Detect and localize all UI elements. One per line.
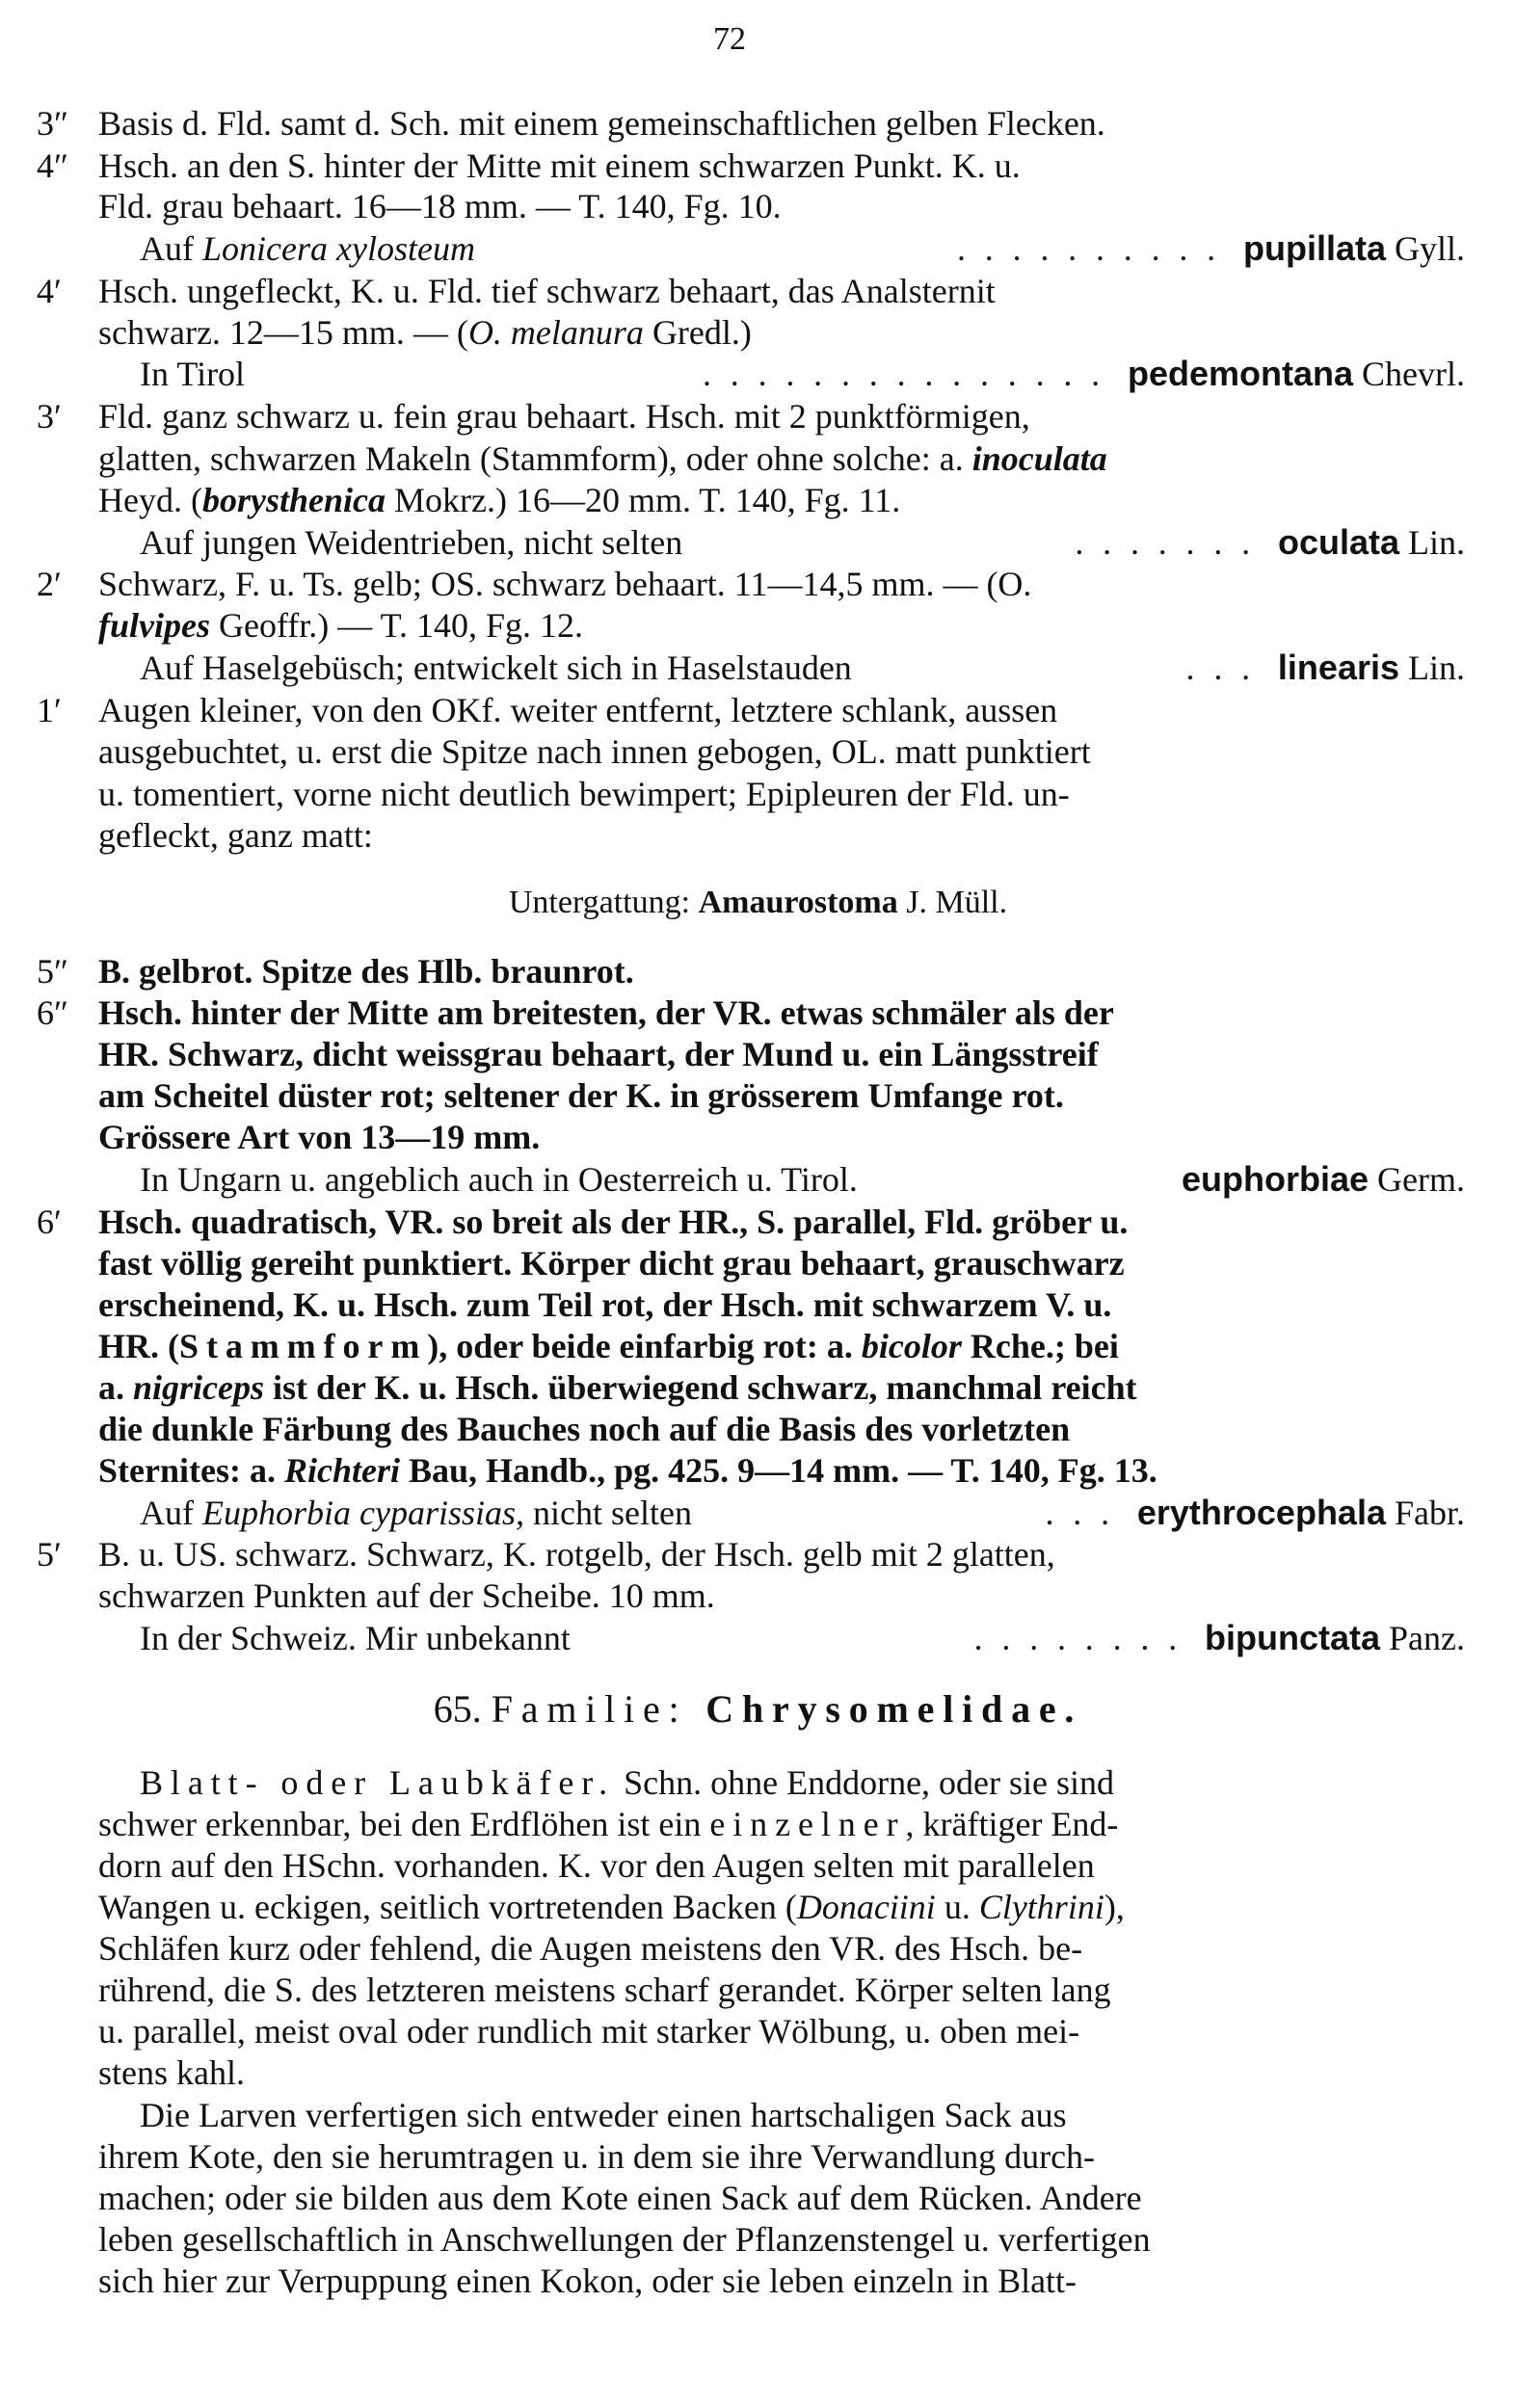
host-plant: Euphorbia cyparissias, xyxy=(202,1494,525,1532)
text-run: u. xyxy=(935,1888,979,1926)
species-name: oculata xyxy=(1277,522,1399,562)
subgenus-heading xyxy=(0,885,1516,921)
text-run: Schn. ohne Enddorne, oder sie sind xyxy=(615,1763,1115,1802)
species-name: euphorbiae xyxy=(1182,1159,1370,1199)
key-continuation xyxy=(98,606,583,645)
couplet-number: 6′ xyxy=(37,1203,62,1241)
key-continuation: u. tomentiert, vorne nicht deutlich bewimpert; Epipleuren der Fld. un- xyxy=(98,775,1070,813)
couplet-text: Augen kleiner, von den OKf. weiter entfernt, letztere schlank, aussen xyxy=(98,691,1058,729)
key-continuation: gefleckt, ganz matt: xyxy=(98,816,373,855)
paragraph-line: ihrem Kote, den sie herumtragen u. in dem sie ihre Verwandlung durch- xyxy=(98,2137,1096,2176)
species-author: Fabr. xyxy=(1394,1494,1465,1532)
text-run: Gredl.) xyxy=(643,313,752,352)
leader-dots: ... xyxy=(1185,648,1269,687)
paragraph-line: Schläfen kurz oder fehlend, die Augen meistens den VR. des Hsch. be- xyxy=(98,1929,1083,1968)
paragraph-line: Die Larven verfertigen sich entweder einen hartschaligen Sack aus xyxy=(140,2096,1067,2134)
taxon-name: Richteri xyxy=(283,1451,400,1490)
host-text: Auf xyxy=(140,1494,202,1532)
paragraph-line xyxy=(98,1805,1118,1843)
text-run: Mokrz.) 16—20 mm. T. 140, Fg. 11. xyxy=(385,481,901,519)
key-continuation: fast völlig gereiht punktiert. Körper dicht grau behaart, grauschwarz xyxy=(98,1244,1125,1283)
couplet-number: 4′ xyxy=(37,272,62,310)
key-continuation xyxy=(98,481,900,519)
leader-dots: ........ xyxy=(973,1619,1196,1657)
subgenus-label: Untergattung: xyxy=(508,885,699,920)
species-author: Lin. xyxy=(1408,523,1465,562)
taxon-name: bicolor xyxy=(861,1327,962,1365)
species-line-linearis xyxy=(140,648,1465,687)
paragraph-line: rührend, die S. des letzteren meistens scharf gerandet. Körper selten lang xyxy=(98,1971,1111,2009)
couplet-number: 5′ xyxy=(37,1535,62,1574)
leader-dots: ....... xyxy=(1075,523,1269,562)
couplet-text: Hsch. hinter der Mitte am breitesten, der VR. etwas schmäler als der xyxy=(98,993,1114,1032)
couplet-number: 5″ xyxy=(37,952,68,991)
text-run: Sternites: a. xyxy=(98,1451,284,1490)
family-heading xyxy=(0,1686,1516,1732)
couplet-text: Fld. ganz schwarz u. fein grau behaart. Hsch. mit 2 punktförmigen, xyxy=(98,397,1030,436)
family-number: 65. xyxy=(433,1687,492,1731)
text-run: schwer erkennbar, bei den Erdflöhen ist ein xyxy=(98,1805,710,1843)
couplet-text: Schwarz, F. u. Ts. gelb; OS. schwarz behaart. 11—14,5 mm. — (O. xyxy=(98,565,1032,603)
key-continuation xyxy=(98,1451,1157,1490)
paragraph-line: leben gesellschaftlich in Anschwellungen der Pflanzenstengel u. verfertigen xyxy=(98,2220,1151,2259)
text-run: glatten, schwarzen Makeln (Stammform), oder ohne solche: a. xyxy=(98,439,972,478)
host-text: In der Schweiz. Mir unbekannt xyxy=(140,1619,571,1657)
text-run: Bau, Handb., pg. 425. 9—14 mm. — T. 140, Fg. 13. xyxy=(399,1451,1157,1490)
key-continuation: schwarzen Punkten auf der Scheibe. 10 mm. xyxy=(98,1576,715,1615)
couplet-number: 3′ xyxy=(37,397,62,436)
text-run: ), oder beide einfarbig rot: a. xyxy=(427,1327,862,1365)
key-continuation xyxy=(98,1368,1137,1407)
species-author: Germ. xyxy=(1377,1160,1465,1199)
species-line-bipunctata xyxy=(140,1619,1465,1657)
host-text: nicht selten xyxy=(524,1494,692,1532)
key-continuation: HR. Schwarz, dicht weissgrau behaart, der Mund u. ein Längsstreif xyxy=(98,1035,1099,1073)
host-text: In Tirol xyxy=(140,355,246,393)
paragraph-line: dorn auf den HSchn. vorhanden. K. vor den Augen selten mit parallelen xyxy=(98,1846,1095,1885)
species-name: pedemontana xyxy=(1127,354,1354,393)
paragraph-line xyxy=(98,1888,1125,1926)
key-continuation: die dunkle Färbung des Bauches noch auf die Basis des vorletzten xyxy=(98,1410,1071,1448)
couplet-number: 4″ xyxy=(37,146,68,185)
species-line-pedemontana xyxy=(140,355,1465,393)
key-continuation xyxy=(98,313,752,352)
host-text: In Ungarn u. angeblich auch in Oesterreich u. Tirol. xyxy=(140,1160,858,1199)
host-text: Auf xyxy=(140,229,202,268)
couplet-text: Hsch. an den S. hinter der Mitte mit einem schwarzen Punkt. K. u. xyxy=(98,146,1021,185)
taxon-name: inoculata xyxy=(971,439,1107,478)
couplet-text: Fld. grau behaart. 16—18 mm. — T. 140, Fg. 10. xyxy=(98,187,782,225)
subgenus-author: J. Müll. xyxy=(897,885,1008,920)
leader-dots: .......... xyxy=(956,229,1235,268)
text-run: Geoffr.) — T. 140, Fg. 12. xyxy=(209,606,583,645)
species-author: Chevrl. xyxy=(1362,355,1465,393)
species-name: pupillata xyxy=(1242,228,1386,268)
taxon-name: nigriceps xyxy=(133,1368,265,1407)
couplet-number: 6″ xyxy=(37,993,68,1032)
host-plant: Lonicera xylosteum xyxy=(202,229,475,268)
couplet-number: 1′ xyxy=(37,691,62,729)
paragraph-line: u. parallel, meist oval oder rundlich mit starker Wölbung, u. oben mei- xyxy=(98,2012,1080,2051)
family-name: Chrysomelidae. xyxy=(705,1687,1083,1731)
text-run: HR. ( xyxy=(98,1327,179,1365)
couplet-text: Hsch. ungefleckt, K. u. Fld. tief schwarz behaart, das Analsternit xyxy=(98,272,996,310)
key-continuation xyxy=(98,1327,1119,1365)
couplet-text: Basis d. Fld. samt d. Sch. mit einem gemeinschaftlichen gelben Flecken. xyxy=(98,104,1105,143)
couplet-text: B. u. US. schwarz. Schwarz, K. rotgelb, der Hsch. gelb mit 2 glatten, xyxy=(98,1535,1055,1574)
host-text: Auf Haselgebüsch; entwickelt sich in Haselstauden xyxy=(140,648,852,687)
page-number: 72 xyxy=(713,21,746,57)
key-continuation xyxy=(98,439,1107,478)
text-run: ist der K. u. Hsch. überwiegend schwarz, manchmal reicht xyxy=(264,1368,1137,1407)
couplet-number: 3″ xyxy=(37,104,68,143)
key-continuation: ausgebuchtet, u. erst die Spitze nach innen gebogen, OL. matt punktiert xyxy=(98,732,1091,771)
key-continuation: am Scheitel düster rot; seltener der K. in grösserem Umfange rot. xyxy=(98,1076,1064,1115)
species-name: bipunctata xyxy=(1205,1618,1381,1657)
spaced-word: Blatt- oder Laubkäfer. xyxy=(140,1763,616,1802)
paragraph-line: machen; oder sie bilden aus dem Kote einen Sack auf dem Rücken. Andere xyxy=(98,2179,1142,2217)
text-run: ), xyxy=(1104,1888,1125,1926)
key-continuation: erscheinend, K. u. Hsch. zum Teil rot, der Hsch. mit schwarzem V. u. xyxy=(98,1285,1112,1324)
species-line-euphorbiae xyxy=(140,1160,1465,1199)
couplet-text: B. gelbrot. Spitze des Hlb. braunrot. xyxy=(98,952,634,991)
subgenus-name: Amaurostoma xyxy=(698,885,898,920)
host-text: Auf jungen Weidentrieben, nicht selten xyxy=(140,523,683,562)
couplet-number: 2′ xyxy=(37,565,62,603)
text-run: Heyd. ( xyxy=(98,481,202,519)
text-run: Wangen u. eckigen, seitlich vortretenden Backen ( xyxy=(98,1888,797,1926)
paragraph-line xyxy=(140,1763,1114,1802)
taxon-name: borysthenica xyxy=(201,481,386,519)
species-name: linearis xyxy=(1277,648,1399,687)
couplet-text: Hsch. quadratisch, VR. so breit als der HR., S. parallel, Fld. gröber u. xyxy=(98,1203,1129,1241)
text-run: Rche.; bei xyxy=(961,1327,1119,1365)
text-run: schwarz. 12—15 mm. — ( xyxy=(98,313,468,352)
paragraph-line: stens kahl. xyxy=(98,2053,245,2092)
species-author: Panz. xyxy=(1389,1619,1465,1657)
species-line-pupillata xyxy=(140,229,1465,268)
taxon-name: Clythrini xyxy=(978,1888,1104,1926)
taxon-name: fulvipes xyxy=(98,606,210,645)
spaced-word: einzelner xyxy=(709,1805,906,1843)
species-author: Lin. xyxy=(1408,648,1465,687)
taxon-name: Donaciini xyxy=(796,1888,936,1926)
species-line-oculata xyxy=(140,523,1465,562)
species-author: Gyll. xyxy=(1394,229,1465,268)
leader-dots: ... xyxy=(1045,1494,1129,1532)
text-run: a. xyxy=(98,1368,133,1407)
text-run: , kräftiger End- xyxy=(905,1805,1119,1843)
key-continuation: Grössere Art von 13—19 mm. xyxy=(98,1118,541,1156)
leader-dots: ............... xyxy=(702,355,1119,393)
family-label: Familie: xyxy=(491,1687,706,1731)
spaced-word: Stammform xyxy=(179,1327,428,1365)
species-line-erythrocephala xyxy=(140,1494,1465,1532)
species-name: erythrocephala xyxy=(1136,1493,1386,1532)
taxon-name: O. melanura xyxy=(467,313,644,352)
paragraph-line: sich hier zur Verpuppung einen Kokon, oder sie leben einzeln in Blatt- xyxy=(98,2262,1077,2300)
